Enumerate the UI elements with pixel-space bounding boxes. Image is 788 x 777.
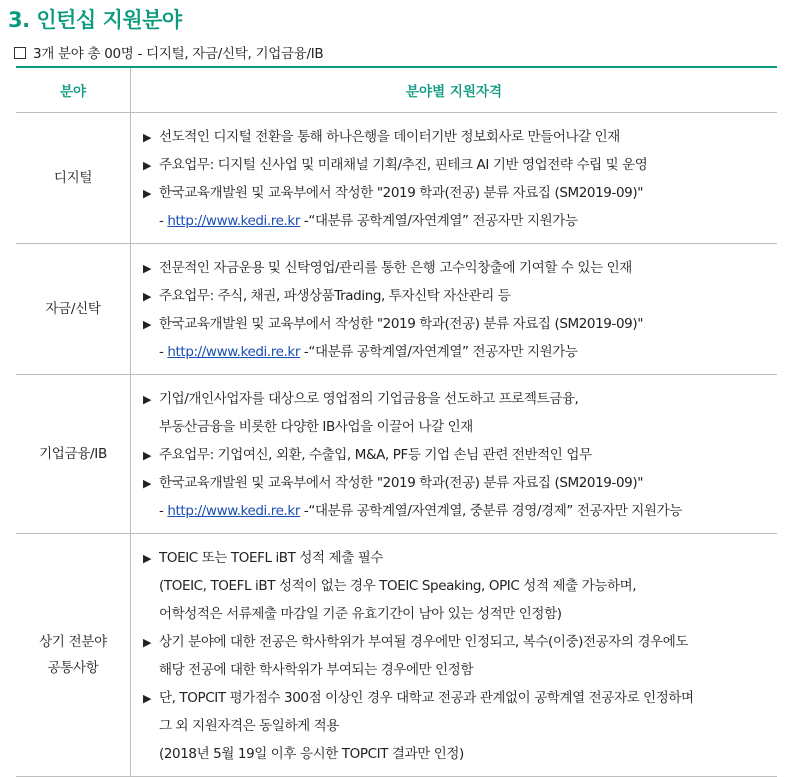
- bullet-line: [143, 254, 777, 282]
- row-qualifications: [131, 244, 778, 375]
- table-row: [16, 375, 777, 534]
- bullet-line: [143, 282, 777, 310]
- line-text: 상기 분야에 대한 전공은 학사학위가 부여될 경우에만 인정되고, 복수(이중)전공자의 경우에도: [159, 634, 689, 650]
- row-category: [16, 534, 131, 777]
- table-row: [16, 113, 777, 244]
- line-text: 전문적인 자금운용 및 신탁영업/관리를 통한 은행 고수익창출에 기여할 수 있는 인재: [159, 260, 632, 276]
- bullet-line: [143, 123, 777, 151]
- triangle-right-icon: ▶: [143, 262, 152, 275]
- triangle-right-icon: ▶: [143, 159, 152, 172]
- line-text: 단, TOPCIT 평가점수 300점 이상인 경우 대학교 전공과 관계없이 공학계열 전공자로 인정하며: [159, 690, 694, 706]
- category-label: 디지털: [53, 170, 93, 186]
- triangle-right-icon: ▶: [143, 477, 152, 490]
- reference-line: [143, 497, 777, 525]
- row-category: [16, 113, 131, 244]
- line-text: (TOEIC, TOEFL iBT 성적이 없는 경우 TOEIC Speaking, OPIC 성적 제출 가능하며,: [159, 578, 637, 594]
- triangle-right-icon: ▶: [143, 290, 152, 303]
- table-body: [16, 113, 777, 777]
- subtitle-text: 3개 분야 총 00명 - 디지털, 자금/신탁, 기업금융/IB: [33, 46, 324, 62]
- triangle-right-icon: ▶: [143, 636, 152, 649]
- row-category: [16, 375, 131, 534]
- triangle-right-icon: ▶: [143, 449, 152, 462]
- line-text: 부동산금융을 비롯한 다양한 IB사업을 이끌어 나갈 인재: [159, 419, 473, 435]
- line-prefix: -: [159, 213, 168, 229]
- line-suffix: -“대분류 공학계열/자연계열” 전공자만 지원가능: [299, 213, 578, 229]
- line-suffix: -“대분류 공학계열/자연계열, 중분류 경영/경제” 전공자만 지원가능: [299, 503, 682, 519]
- line-prefix: -: [159, 503, 168, 519]
- category-label: 상기 전분야: [39, 634, 107, 650]
- line-text: 어학성적은 서류제출 마감일 기준 유효기간이 남아 있는 성적만 인정함): [159, 606, 562, 622]
- triangle-right-icon: ▶: [143, 692, 152, 705]
- table-row: [16, 534, 777, 777]
- row-qualifications: [131, 534, 778, 777]
- triangle-right-icon: ▶: [143, 187, 152, 200]
- table-header-row: [16, 67, 777, 113]
- line-text: TOEIC 또는 TOEFL iBT 성적 제출 필수: [159, 550, 384, 566]
- bullet-line: [143, 441, 777, 469]
- line-text: 한국교육개발원 및 교육부에서 작성한 "2019 학과(전공) 분류 자료집 (SM2019-09)": [159, 316, 644, 332]
- category-label: 자금/신탁: [45, 301, 101, 317]
- bullet-line: [143, 310, 777, 338]
- reference-line: [143, 338, 777, 366]
- header-category: 분야: [16, 67, 131, 113]
- bullet-line: [143, 469, 777, 497]
- table-row: [16, 244, 777, 375]
- kedi-link[interactable]: http://www.kedi.re.kr: [167, 213, 300, 229]
- line-text: 해당 전공에 대한 학사학위가 부여되는 경우에만 인정함: [159, 662, 474, 678]
- category-label: 공통사항: [47, 660, 99, 676]
- line-suffix: -“대분류 공학계열/자연계열” 전공자만 지원가능: [299, 344, 578, 360]
- bullet-line: [143, 684, 777, 712]
- category-label: 기업금융/IB: [39, 446, 107, 462]
- continuation-line: [143, 572, 777, 600]
- bullet-line: [143, 628, 777, 656]
- triangle-right-icon: ▶: [143, 131, 152, 144]
- triangle-right-icon: ▶: [143, 552, 152, 565]
- triangle-right-icon: ▶: [143, 318, 152, 331]
- qualification-table: [16, 66, 777, 777]
- line-text: 그 외 지원자격은 동일하게 적용: [159, 718, 339, 734]
- line-text: 주요업무: 주식, 채권, 파생상품Trading, 투자신탁 자산관리 등: [159, 288, 511, 304]
- line-text: 기업/개인사업자를 대상으로 영업점의 기업금융을 선도하고 프로젝트금융,: [159, 391, 579, 407]
- line-text: 주요업무: 기업여신, 외환, 수출입, M&A, PF등 기업 손님 관련 전반적인 업무: [159, 447, 592, 463]
- continuation-line: [143, 413, 777, 441]
- bullet-line: [143, 179, 777, 207]
- checkbox-square-icon: [14, 47, 26, 59]
- header-qualification: 분야별 지원자격: [131, 67, 778, 113]
- row-category: [16, 244, 131, 375]
- row-qualifications: [131, 375, 778, 534]
- row-qualifications: [131, 113, 778, 244]
- section-title: 3. 인턴십 지원분야: [8, 8, 182, 32]
- bullet-line: [143, 151, 777, 179]
- line-prefix: -: [159, 344, 168, 360]
- line-text: 주요업무: 디지털 신사업 및 미래채널 기획/추진, 핀테크 AI 기반 영업전략 수립 및 운영: [159, 157, 648, 173]
- line-text: 선도적인 디지털 전환을 통해 하나은행을 데이터기반 정보회사로 만들어나갈 인재: [159, 129, 620, 145]
- line-text: 한국교육개발원 및 교육부에서 작성한 "2019 학과(전공) 분류 자료집 (SM2019-09)": [159, 185, 644, 201]
- triangle-right-icon: ▶: [143, 393, 152, 406]
- bullet-line: [143, 385, 777, 413]
- section-subtitle: [14, 42, 323, 62]
- continuation-line: [143, 656, 777, 684]
- line-text: (2018년 5월 19일 이후 응시한 TOPCIT 결과만 인정): [159, 746, 464, 762]
- bullet-line: [143, 544, 777, 572]
- kedi-link[interactable]: http://www.kedi.re.kr: [167, 344, 300, 360]
- line-text: 한국교육개발원 및 교육부에서 작성한 "2019 학과(전공) 분류 자료집 (SM2019-09)": [159, 475, 644, 491]
- continuation-line: [143, 600, 777, 628]
- reference-line: [143, 207, 777, 235]
- continuation-line: [143, 712, 777, 740]
- kedi-link[interactable]: http://www.kedi.re.kr: [167, 503, 300, 519]
